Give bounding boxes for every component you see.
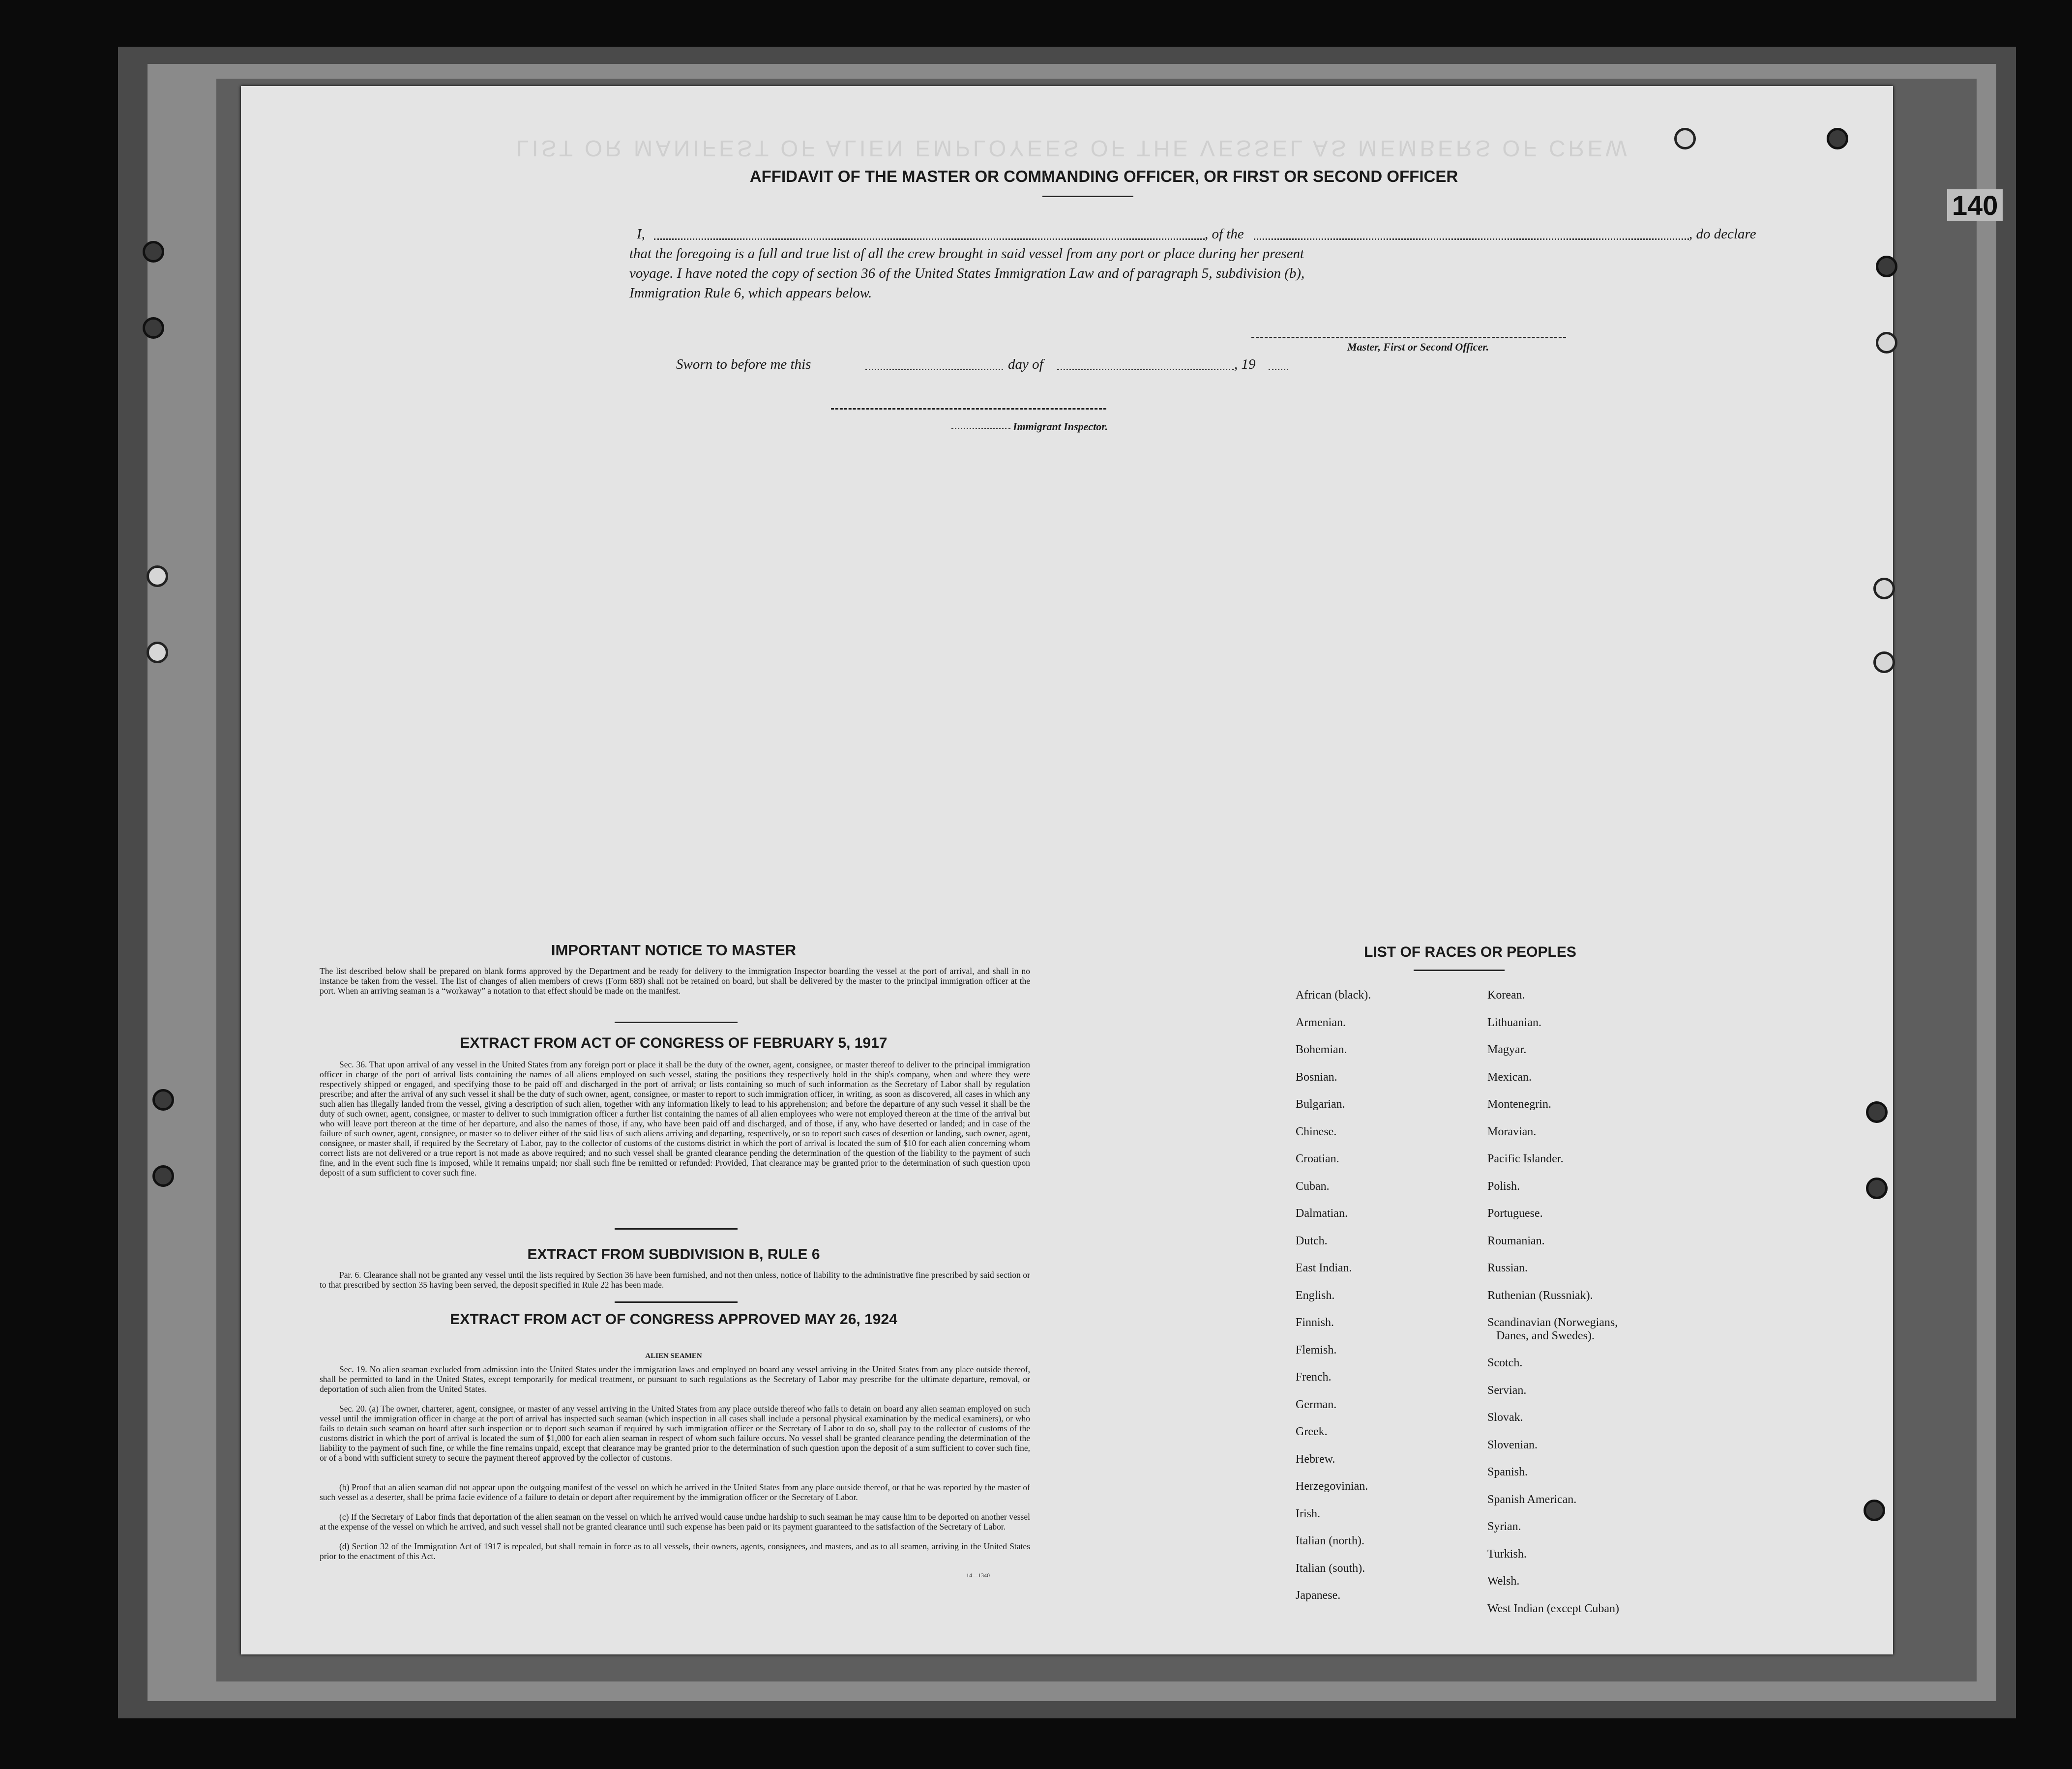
races-divider: [1414, 970, 1505, 971]
affidavit-title: AFFIDAVIT OF THE MASTER OR COMMANDING OFFICER, OR FIRST OR SECOND OFFICER: [749, 167, 1458, 185]
race-item: French.: [1296, 1371, 1332, 1384]
race-item: Croatian.: [1296, 1152, 1339, 1165]
binding-hole: [143, 241, 164, 263]
form-number: 14—1340: [966, 1572, 990, 1579]
affidavit-body-2: voyage. I have noted the copy of section 36 of the United States Immigration Law and of paragraph 5, subdivision (b),: [629, 265, 1305, 281]
race-item: Slovenian.: [1487, 1438, 1538, 1451]
race-item: East Indian.: [1296, 1262, 1352, 1274]
punch-hole: [1873, 651, 1895, 673]
affidavit-do-declare: , do declare: [1689, 226, 1756, 242]
race-item: Syrian.: [1487, 1520, 1521, 1533]
punch-hole: [1864, 1500, 1885, 1521]
notice-text: The list described below shall be prepared on blank forms approved by the Department and be ready for delivery to the immigration Inspector boarding the vessel at the port of arrival, and shall in no instance be taken from the vessel. The list of changes of alien members of crews (Form 689) shall not be retained on board, but shall be delivered by the master to the principal immigration officer at the port. When an arriving seaman is a “workaway” a notation to that effect should be made on the manifest.: [320, 966, 1030, 996]
race-item: Danes, and Swedes).: [1496, 1329, 1595, 1342]
race-item: English.: [1296, 1289, 1335, 1302]
notice-title: IMPORTANT NOTICE TO MASTER: [551, 942, 797, 959]
race-item: Korean.: [1487, 989, 1525, 1002]
race-item: German.: [1296, 1398, 1337, 1411]
extract-1924-sec20b: (b) Proof that an alien seaman did not appear upon the outgoing manifest of the vessel on which he arrived in the United States from any place outside thereof, or that he was reported by the master of such vessel as a deserter, shall be prima facie evidence of a failure to detain or deport after requirement by the immigration officer or the Secretary of Labor.: [320, 1482, 1030, 1502]
race-item: Montenegrin.: [1487, 1098, 1551, 1111]
race-item: Italian (north).: [1296, 1534, 1364, 1547]
binding-hole: [147, 565, 168, 587]
punch-hole: [1827, 128, 1848, 149]
race-item: Spanish.: [1487, 1466, 1528, 1478]
race-item: Hebrew.: [1296, 1452, 1335, 1466]
page-number: 140: [1947, 189, 2003, 221]
affidavit-of-the: , of the: [1205, 226, 1244, 242]
punch-hole: [1866, 1101, 1888, 1123]
races-column-2: [1487, 982, 1619, 1622]
race-item: Finnish.: [1296, 1316, 1334, 1329]
year-text: , 19: [1234, 356, 1256, 372]
inspector-lead-line: [951, 428, 1010, 429]
manifest-page: [241, 86, 1893, 1654]
race-item: Japanese.: [1296, 1589, 1341, 1602]
race-item: Herzegovinian.: [1296, 1480, 1368, 1493]
race-item: Irish.: [1296, 1507, 1320, 1520]
extract-1924-sec20c: (c) If the Secretary of Labor finds that deportation of the alien seaman on the vessel on which he arrived would cause undue hardship to such seaman he may cause him to be deported on another vessel at the expense of the vessel on which he arrived, and such vessel shall not be granted clearance until such expense has been paid or its payment guaranteed to the satisfaction of the Secretary of Labor.: [320, 1512, 1030, 1532]
punch-hole: [1876, 332, 1897, 354]
race-item: Cuban.: [1296, 1179, 1330, 1193]
master-signature-line: [1251, 337, 1566, 338]
race-item: Russian.: [1487, 1262, 1528, 1274]
race-item: Magyar.: [1487, 1043, 1527, 1056]
punch-hole: [1866, 1178, 1888, 1199]
race-item: African (black).: [1296, 989, 1371, 1002]
race-item: Dutch.: [1296, 1234, 1328, 1247]
vessel-blank: [1254, 238, 1689, 240]
race-item: Lithuanian.: [1487, 1016, 1541, 1029]
name-blank: [654, 238, 1205, 240]
race-item: Spanish American.: [1487, 1493, 1577, 1506]
race-item: Scandinavian (Norwegians,: [1487, 1316, 1618, 1329]
punch-hole: [1876, 256, 1897, 277]
extract-1917-title: EXTRACT FROM ACT OF CONGRESS OF FEBRUARY 5, 1917: [460, 1035, 888, 1051]
binding-hole: [152, 1165, 174, 1187]
inspector-label: Immigrant Inspector.: [1013, 420, 1108, 433]
race-item: Turkish.: [1487, 1547, 1527, 1561]
sworn-month-blank: [1057, 369, 1234, 370]
extract-1924-sec20d: (d) Section 32 of the Immigration Act of 1917 is repealed, but shall remain in force as to all vessels, their owners, agents, consignees, and masters, and as to all seamen, arriving in the United States prior to the enactment of this Act.: [320, 1541, 1030, 1561]
binding-hole: [152, 1089, 174, 1111]
extract-1917-divider: [615, 1228, 738, 1230]
extract-1917-text: Sec. 36. That upon arrival of any vessel in the United States from any foreign port or place it shall be the duty of the owner, agent, consignee, or master thereof to deliver to the principal immigration officer in charge of the port of arrival lists containing the names of all aliens employed on such vessel, stating the positions they respectively hold in the ship's company, when and where they were respectively shipped or engaged, and specifying those to be paid off and discharged in the port of arrival; or lists containing so much of such information as the Secretary of Labor shall by regulation prescribe; and after the arrival of any such vessel it shall be the duty of such owner, agent, consignee, or master to report to such immigration officer, in writing, as soon as discovered, all cases in which any such alien has illegally landed from the vessel, giving a description of such alien, together with any information likely to lead to his apprehension; and before the departure of any such vessel it shall be the duty of such owner, agent, consignee, or master to deliver to such immigration officer a further list containing the names of all alien employees who were not employed thereon at the time of the arrival but who will leave port thereon at the time of her departure, and also the names of those, if any, who have been paid off and discharged, and of those, if any, who have deserted or landed; and in case of the failure of such owner, agent, consignee, or master so to deliver either of the said lists of such aliens arriving and departing, respectively, or so to report such cases of desertion or landing, such owner, agent, consignee, or master shall, if required by the Secretary of Labor, pay to the collector of customs of the customs district in which the port of arrival is located the sum of $10 for each alien concerning whom correct lists are not delivered or a true report is not made as above required; and no such vessel shall be granted clearance pending the determination of the question of the liability to the payment of such fine, and in the event such fine is imposed, while it remains unpaid; nor shall such fine be remitted or refunded: Provided, That clearance may be granted prior to the determination of such question upon deposit of a sum sufficient to cover such fine.: [320, 1060, 1030, 1178]
race-item: Portuguese.: [1487, 1207, 1543, 1220]
punch-hole: [1674, 128, 1696, 149]
race-item: Flemish.: [1296, 1343, 1337, 1356]
affidavit-body-1: that the foregoing is a full and true list of all the crew brought in said vessel from any port or place during her present: [629, 246, 1304, 262]
bleed-through-header: LIST OR MANIFEST OF ALIEN EMPLOYEES OF THE VESSEL AS MEMBERS OF CREW: [516, 136, 1630, 161]
races-column-1: [1296, 982, 1371, 1610]
race-item: Polish.: [1487, 1179, 1520, 1193]
race-item: Pacific Islander.: [1487, 1152, 1564, 1165]
race-item: Chinese.: [1296, 1125, 1337, 1138]
extract-1924-sec19: Sec. 19. No alien seaman excluded from admission into the United States under the immigration laws and employed on board any vessel arriving in the United States from any place outside thereof, shall be permitted to land in the United States, except temporarily for medical treatment, or pursuant to such regulations as the Secretary of Labor may prescribe for the ultimate departure, removal, or deportation of such alien from the United States.: [320, 1364, 1030, 1394]
alien-seamen-subtitle: ALIEN SEAMEN: [645, 1352, 702, 1360]
sworn-text: Sworn to before me this: [676, 356, 811, 372]
extract-1924-sec20a: Sec. 20. (a) The owner, charterer, agent, consignee, or master of any vessel arriving in the United States from any place outside thereof who fails to detain on board any alien seaman employed on such vessel until the immigration officer in charge at the port of arrival has inspected such seaman (which inspection in all cases shall include a personal physical examination by the medical examiners), or who fails to detain such seaman on board after such inspection or to deport such seaman if required by such immigration officer or the Secretary of Labor to do so, shall pay to the collector of customs of the customs district in which the port of arrival is located the sum of $1,000 for each alien seaman in respect of whom such failure occurs. No vessel shall be granted clearance pending the determination of the liability to the payment of such fine, or while the fine remains unpaid, except that clearance may be granted prior to the determination of such question upon the deposit of a sum sufficient to cover such fine, or of a bond with sufficient surety to secure the payment thereof approved by the collector of customs.: [320, 1404, 1030, 1463]
affidavit-body-3: Immigration Rule 6, which appears below.: [629, 285, 872, 301]
race-item: West Indian (except Cuban): [1487, 1602, 1619, 1615]
binding-hole: [143, 317, 164, 339]
race-item: Bosnian.: [1296, 1070, 1337, 1084]
race-item: Bulgarian.: [1296, 1098, 1345, 1111]
race-item: Moravian.: [1487, 1125, 1537, 1138]
year-blank: [1269, 369, 1288, 370]
master-signature-label: Master, First or Second Officer.: [1347, 341, 1489, 353]
extract-1924-title: EXTRACT FROM ACT OF CONGRESS APPROVED MAY 26, 1924: [450, 1311, 897, 1327]
inspector-signature-line: [831, 408, 1106, 410]
race-item: Roumanian.: [1487, 1234, 1545, 1247]
affidavit-i: I,: [637, 226, 645, 242]
punch-hole: [1873, 578, 1895, 599]
race-item: Armenian.: [1296, 1016, 1346, 1029]
race-item: Slovak.: [1487, 1411, 1523, 1424]
notice-divider: [615, 1022, 738, 1023]
races-title: LIST OF RACES OR PEOPLES: [1364, 944, 1576, 960]
rule6-title: EXTRACT FROM SUBDIVISION B, RULE 6: [527, 1246, 820, 1263]
title-divider: [1042, 196, 1133, 197]
race-item: Servian.: [1487, 1384, 1527, 1397]
sworn-day-blank: [865, 369, 1003, 370]
race-item: Greek.: [1296, 1425, 1328, 1438]
day-of-text: day of: [1008, 356, 1043, 372]
race-item: Scotch.: [1487, 1356, 1523, 1369]
race-item: Bohemian.: [1296, 1043, 1347, 1056]
race-item: Welsh.: [1487, 1575, 1520, 1588]
binding-hole: [147, 642, 168, 663]
race-item: Dalmatian.: [1296, 1207, 1348, 1220]
race-item: Italian (south).: [1296, 1562, 1365, 1575]
race-item: Mexican.: [1487, 1070, 1532, 1084]
rule6-divider: [615, 1301, 738, 1303]
race-item: Ruthenian (Russniak).: [1487, 1289, 1593, 1302]
rule6-text: Par. 6. Clearance shall not be granted any vessel until the lists required by Section 36 have been furnished, and not then unless, notice of liability to the administrative fine prescribed by said section or to that prescribed by section 35 having been served, the deposit specified in Rule 22 has been made.: [320, 1270, 1030, 1290]
